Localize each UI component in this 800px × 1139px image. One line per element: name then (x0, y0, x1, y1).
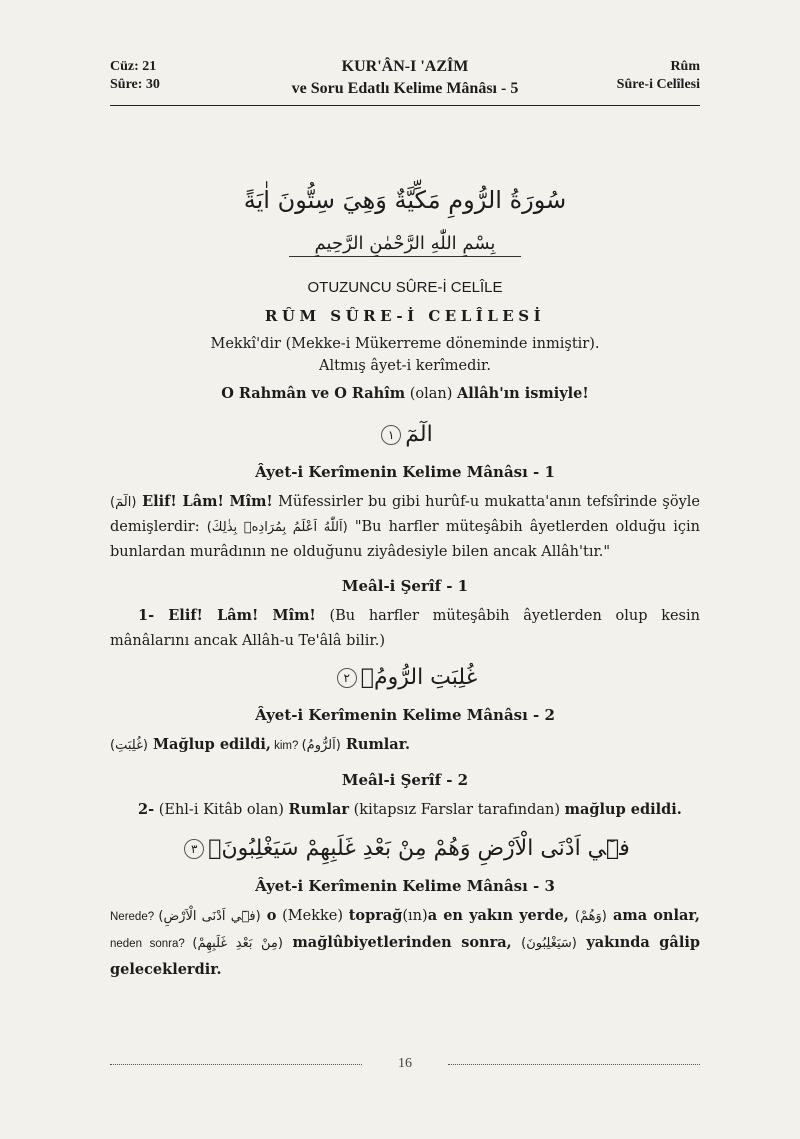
ayah-1-meal-title: Meâl-i Şerîf - 1 (341, 577, 469, 595)
ayah-2-meal-text (110, 797, 700, 823)
book-title: KUR'ÂN-I 'AZÎM (341, 58, 469, 75)
bold-meaning: 1- Elif! Lâm! Mîm! (138, 607, 316, 624)
ayah-3-arabic (110, 831, 700, 867)
plain-text: (kitapsız Farslar tarafından) (349, 802, 565, 818)
ayah-1-kelime-title: Âyet-i Kerîmenin Kelime Mânâsı - 1 (255, 463, 555, 481)
ayah-1-meal-text (110, 603, 700, 654)
ayah-2-kelime-title: Âyet-i Kerîmenin Kelime Mânâsı - 2 (255, 706, 555, 724)
basmala-bold-2: Allâh'ın ismiyle! (456, 385, 589, 402)
question-word: kim? (270, 740, 302, 752)
sure-order: OTUZUNCU SÛRE-İ CELÎLE (307, 279, 503, 296)
header-right (617, 58, 700, 94)
arabic-word: (سَيَغْلِبُونَ) (521, 936, 577, 951)
ayah-2-arabic (110, 660, 700, 696)
mekki-line-1: Mekkî'dir (Mekke-i Mükerreme döneminde inmiştir). (210, 336, 600, 352)
mekki-line-2: Altmış âyet-i kerîmedir. (319, 358, 491, 374)
sure-number-label: Sûre: 30 (110, 77, 160, 92)
arabic-phrase: (فٖٓي اَدْنَى الْاَرْضِ) (158, 909, 261, 924)
basmala-normal: (olan) (405, 386, 457, 402)
bold-meaning: mağlup edildi. (564, 801, 682, 818)
arabic-word: (الٓمٓ) (110, 495, 137, 510)
header-title (110, 56, 700, 100)
bold-meaning: Rumlar. (340, 736, 411, 753)
page-footer (110, 1056, 700, 1076)
bold-meaning: Elif! Lâm! Mîm! (136, 493, 273, 510)
bold-meaning: mağlûbiyetlerinden sonra, (282, 934, 522, 951)
ayah-1-text: الٓمٓ (405, 422, 433, 447)
page-number: 16 (398, 1056, 412, 1071)
plain-text: (ın) (402, 908, 428, 924)
ayah-1-arabic (110, 417, 700, 453)
ayah-number-marker: ٣ (184, 839, 204, 859)
ayah-2-kelime-text (110, 732, 700, 759)
bold-meaning: Mağlup edildi, (147, 736, 271, 753)
ayah-3-kelime-text (110, 903, 700, 983)
bold-meaning: a en yakın yerde, (427, 907, 575, 924)
arabic-word: (غُلِبَتِ) (110, 738, 148, 753)
ayah-2-meal-title: Meâl-i Şerîf - 2 (341, 771, 469, 789)
cuz-label: Cüz: 21 (110, 59, 157, 74)
bold-meaning: o (260, 907, 277, 924)
ayah-number-marker: ١ (381, 425, 401, 445)
arabic-phrase: (اَللّٰهُ اَعْلَمُ بِمُرَادِهٖ بِذٰلِكَ) (206, 520, 348, 535)
basmala-text: بِسْمِ اللّٰهِ الرَّحْمٰنِ الرَّحِيمِ (289, 233, 522, 257)
bold-meaning: yakında gâlip geleceklerdir. (110, 934, 700, 978)
question-word: neden sonra? (110, 938, 193, 950)
plain-text: (Ehl-i Kitâb olan) (154, 802, 289, 818)
page-header (110, 56, 700, 102)
plain-text: (Mekke) (276, 908, 349, 924)
arabic-basmala (110, 224, 700, 264)
ayah-3-text: فٖٓي اَدْنَى الْاَرْضِ وَهُمْ مِنْ بَعْدِ غَلَبِهِمْ سَيَغْلِبُونَۙ (208, 836, 630, 861)
bold-meaning: toprağ (348, 907, 403, 924)
ayah-1-kelime-text (110, 489, 700, 565)
arabic-phrase: (مِنْ بَعْدِ غَلَبِهِمْ) (192, 936, 283, 951)
plain-text: Müfessirler bu gibi hurûf-u mukatta'anın tefsîrinde şöyle demişlerdir: (110, 494, 700, 535)
sure-celilesi-label: Sûre-i Celîlesi (616, 77, 700, 92)
bold-meaning: 2- (138, 801, 155, 818)
ayah-3-kelime-title: Âyet-i Kerîmenin Kelime Mânâsı - 3 (255, 877, 555, 895)
basmala-translation (110, 383, 700, 405)
page-content (110, 180, 700, 983)
footer-dots-right (448, 1064, 700, 1065)
arabic-sure-title: سُورَةُ الرُّومِ مَكِّيَّةٌ وَهِيَ سِتُّونَ اٰيَةً (243, 186, 567, 214)
question-word: Nerede? (110, 911, 159, 923)
plain-text: "Bu harfler müteşâbih âyetlerden olduğu için bunlardan murâdının ne olduğunu ziyâdesiyle bilen ancak Allâh'tır." (110, 519, 701, 560)
bold-meaning: ama onlar, (606, 907, 700, 924)
sure-name-heading: RÛM SÛRE-İ CELÎLESİ (264, 307, 546, 325)
basmala-bold-1: O Rahmân ve O Rahîm (221, 385, 406, 402)
book-subtitle: ve Soru Edatlı Kelime Mânâsı - 5 (291, 80, 519, 97)
arabic-word: (وَهُمْ) (574, 909, 607, 924)
sure-name-label: Rûm (670, 59, 700, 74)
header-divider (110, 105, 700, 106)
ayah-number-marker: ٢ (337, 668, 357, 688)
plain-text: (Bu harfler müteşâbih âyetlerden olup kesin mânâlarını ancak Allâh-u Te'âlâ bilir.) (110, 608, 700, 649)
ayah-2-text: غُلِبَتِ الرُّومُۙ (360, 665, 478, 690)
bold-meaning: Rumlar (288, 801, 350, 818)
arabic-word: (اَلرُّومُ) (301, 738, 341, 753)
